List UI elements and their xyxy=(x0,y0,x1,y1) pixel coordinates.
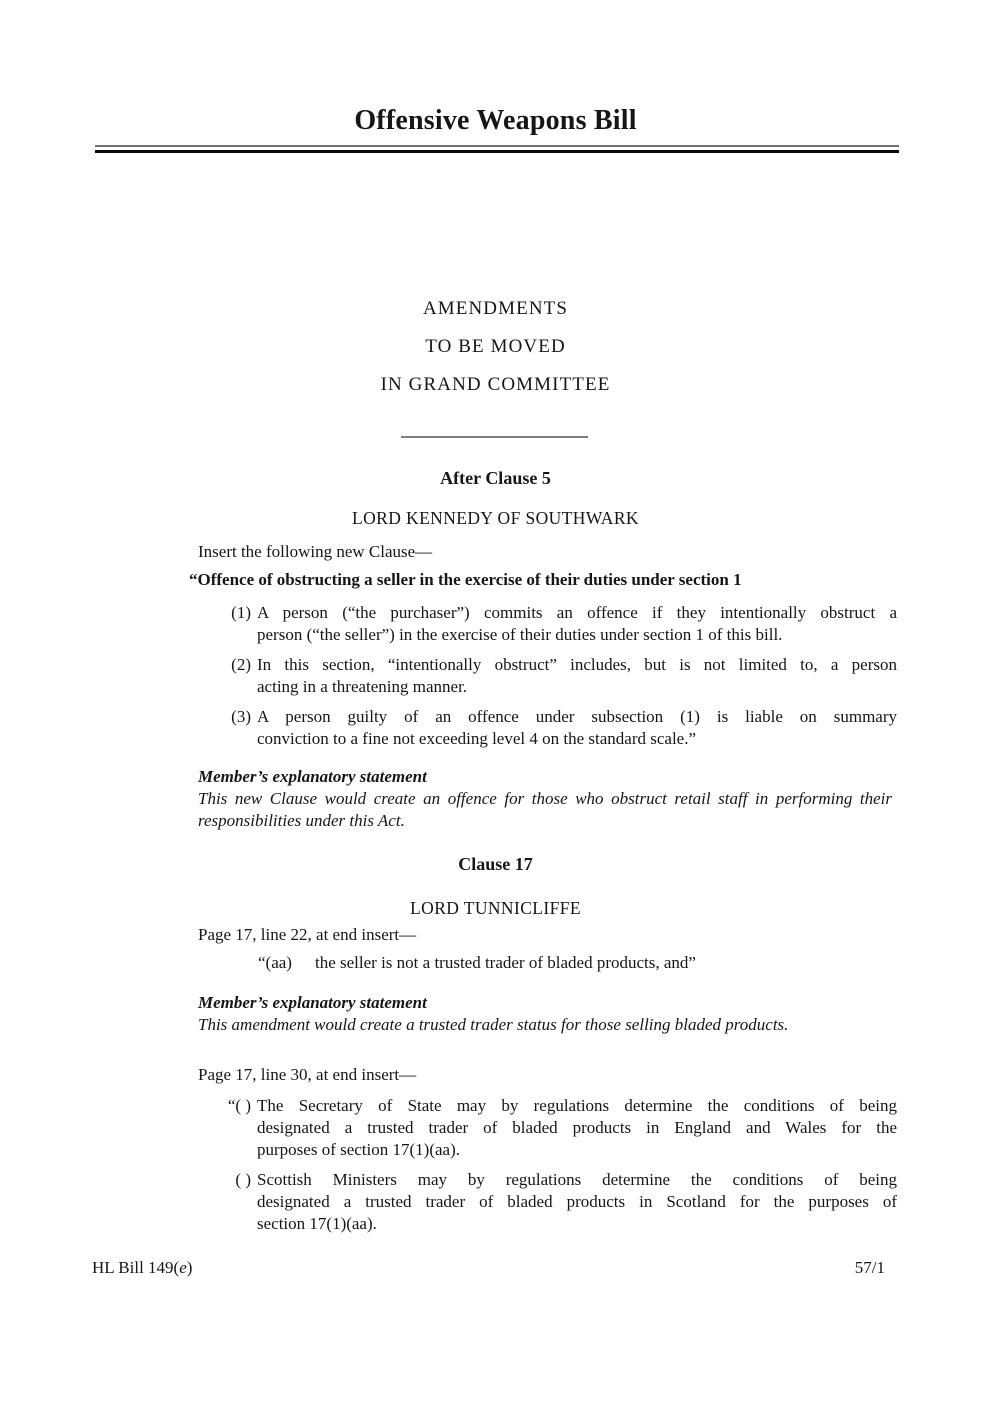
item-marker: ( ) xyxy=(235,1170,251,1189)
explanatory-line: This new Clause would create an offence for those who obstruct retail staff in performing their xyxy=(198,789,892,808)
item-line: purposes of section 17(1)(aa). xyxy=(257,1140,460,1159)
item-text xyxy=(257,1095,897,1161)
amendment-item xyxy=(198,706,897,750)
amendment-instruction: Insert the following new Clause— xyxy=(198,542,433,561)
amendment-instruction: Page 17, line 30, at end insert— xyxy=(198,1065,417,1084)
explanatory-statement-text xyxy=(198,788,892,832)
item-text xyxy=(257,1169,897,1235)
explanatory-statement-label: Member’s explanatory statement xyxy=(198,767,427,786)
item-marker: (1) xyxy=(231,603,251,622)
amendment-sheet-number: 57/1 xyxy=(854,1258,885,1277)
amendment-item xyxy=(198,1169,897,1235)
new-clause-subsections xyxy=(198,602,897,750)
title-rule xyxy=(95,145,899,153)
item-line: conviction to a fine not exceeding level 4 on the standard scale.” xyxy=(257,729,697,748)
doc-type-block xyxy=(0,290,991,404)
section-heading-after-clause-5: After Clause 5 xyxy=(440,468,551,488)
item-text xyxy=(257,602,897,646)
item-line: person (“the seller”) in the exercise of their duties under section 1 of this bill. xyxy=(257,625,783,644)
bill-number xyxy=(92,1257,192,1279)
explanatory-statement-label: Member’s explanatory statement xyxy=(198,993,427,1012)
section-heading-clause-17: Clause 17 xyxy=(458,854,533,874)
item-line: Scottish Ministers may by regulations determine the conditions of being xyxy=(257,1170,897,1189)
item-line: designated a trusted trader of bladed products in England and Wales for the xyxy=(257,1118,897,1137)
explanatory-statement-text xyxy=(198,1014,892,1036)
amendment-item xyxy=(198,1095,897,1161)
doc-type-line-committee: IN GRAND COMMITTEE xyxy=(380,374,611,395)
item-text xyxy=(257,706,897,750)
item-line: A person (“the purchaser”) commits an offence if they intentionally obstruct a xyxy=(257,603,897,622)
item-marker: “( ) xyxy=(227,1096,251,1115)
amendment-instruction: Page 17, line 22, at end insert— xyxy=(198,925,417,944)
item-line: acting in a threatening manner. xyxy=(257,677,468,696)
bill-number-prefix: HL Bill 149( xyxy=(92,1258,180,1277)
item-text xyxy=(257,654,897,698)
new-clause-title: “Offence of obstructing a seller in the exercise of their duties under section 1 xyxy=(189,570,742,589)
inserted-subsections xyxy=(198,1095,897,1235)
bill-number-suffix: ) xyxy=(186,1258,193,1277)
item-line: The Secretary of State may by regulations determine the conditions of being xyxy=(257,1096,897,1115)
item-line: In this section, “intentionally obstruct” includes, but is not limited to, a person xyxy=(257,655,897,674)
bill-title: Offensive Weapons Bill xyxy=(354,105,637,136)
quoted-insert-row xyxy=(258,952,897,974)
explanatory-line: This amendment would create a trusted trader status for those selling bladed products. xyxy=(198,1015,789,1034)
item-line: designated a trusted trader of bladed products in Scotland for the purposes of xyxy=(257,1192,897,1211)
mover-name-tunnicliffe: LORD TUNNICLIFFE xyxy=(410,898,581,918)
amendment-item xyxy=(198,654,897,698)
item-line: section 17(1)(aa). xyxy=(257,1214,377,1233)
amendment-item xyxy=(198,602,897,646)
bill-number-italic-e: e xyxy=(179,1258,187,1277)
mover-name-kennedy: LORD KENNEDY OF SOUTHWARK xyxy=(352,508,639,528)
doc-type-line-amendments: AMENDMENTS xyxy=(422,298,569,319)
item-line: A person guilty of an offence under subsection (1) is liable on summary xyxy=(257,707,897,726)
doc-type-line-to-be-moved: TO BE MOVED xyxy=(425,336,566,357)
explanatory-line: responsibilities under this Act. xyxy=(198,811,405,830)
quoted-insert-marker: “(aa) xyxy=(258,953,292,972)
quoted-insert-text: the seller is not a trusted trader of bladed products, and” xyxy=(315,953,696,972)
item-marker: (3) xyxy=(231,707,251,726)
section-separator-rule xyxy=(401,436,588,438)
item-marker: (2) xyxy=(231,655,251,674)
